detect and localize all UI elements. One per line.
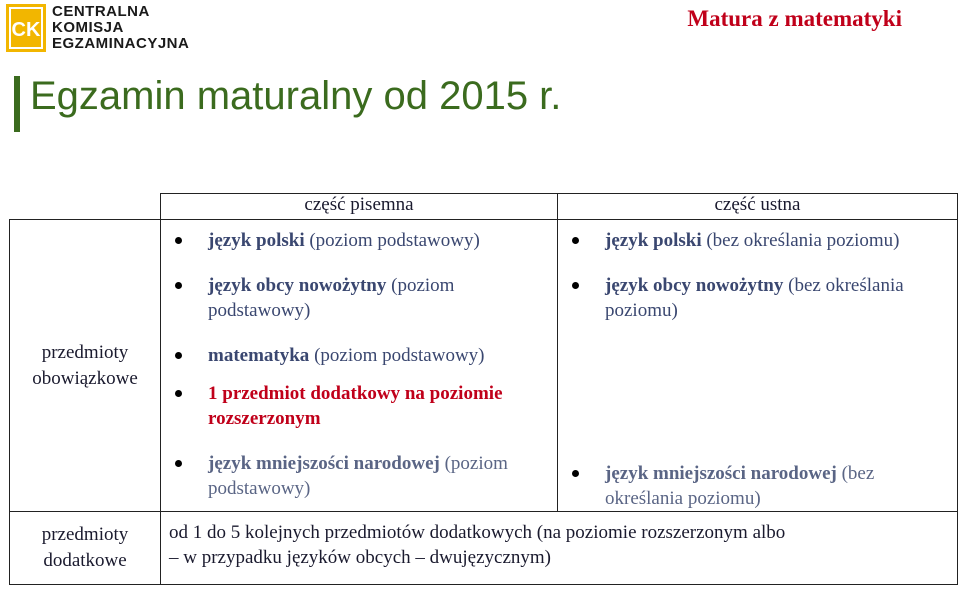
cke-logo-mark-icon bbox=[6, 4, 46, 52]
written-item-2-bold: matematyka bbox=[208, 345, 310, 366]
additional-cell bbox=[161, 512, 958, 585]
written-item-extended bbox=[161, 381, 557, 431]
logo-line-1: CENTRALNA bbox=[52, 3, 150, 20]
oral-item-minority bbox=[558, 461, 957, 511]
additional-text-1: od 1 do 5 kolejnych przedmiotów dodatkowych (na poziomie rozszerzonym albo bbox=[169, 522, 786, 543]
exam-structure-table bbox=[9, 193, 958, 585]
written-item-4-bold: język mniejszości narodowej bbox=[208, 453, 440, 474]
oral-cell bbox=[558, 220, 958, 512]
oral-item-polish bbox=[558, 228, 957, 253]
bullet-icon bbox=[572, 470, 579, 477]
page-title: Egzamin maturalny od 2015 r. bbox=[30, 74, 562, 118]
oral-item-2-rest: (bez określania poziomu) bbox=[605, 463, 875, 509]
mandatory-row bbox=[10, 220, 958, 512]
additional-text-2: – w przypadku języków obcych – dwujęzycznym) bbox=[169, 547, 551, 568]
oral-item-1-rest: (bez określania poziomu) bbox=[605, 275, 904, 321]
label-additional-line-1: przedmioty bbox=[41, 524, 129, 545]
written-item-1-rest: (poziom podstawowy) bbox=[208, 275, 455, 321]
head-oral: część ustna bbox=[558, 194, 958, 220]
bullet-icon bbox=[175, 237, 182, 244]
header-subject-title: Matura z matematyki bbox=[687, 6, 902, 31]
written-item-3-bold: 1 przedmiot dodatkowy na poziomie rozszerzonym bbox=[208, 383, 503, 429]
oral-item-0-rest: (bez określania poziomu) bbox=[701, 230, 900, 251]
logo-line-2: KOMISJA bbox=[52, 19, 124, 36]
table-header-row bbox=[10, 194, 958, 220]
oral-item-0-bold: język polski bbox=[605, 230, 702, 251]
written-item-0-bold: język polski bbox=[208, 230, 305, 251]
oral-item-1-bold: język obcy nowożytny bbox=[605, 275, 784, 296]
bullet-icon bbox=[572, 237, 579, 244]
written-item-math bbox=[161, 343, 557, 368]
bullet-icon bbox=[572, 282, 579, 289]
bullet-icon bbox=[175, 352, 182, 359]
written-item-2-rest: (poziom podstawowy) bbox=[309, 345, 485, 366]
written-item-minority bbox=[161, 451, 557, 501]
label-additional-line-2: dodatkowe bbox=[43, 550, 127, 571]
written-item-1-bold: język obcy nowożytny bbox=[208, 275, 387, 296]
title-accent-bar bbox=[14, 76, 20, 132]
blank-corner-cell bbox=[10, 194, 161, 220]
written-item-0-rest: (poziom podstawowy) bbox=[304, 230, 480, 251]
bullet-icon bbox=[175, 282, 182, 289]
logo-mark-text: CK bbox=[11, 19, 41, 41]
bullet-icon bbox=[175, 390, 182, 397]
written-item-polish bbox=[161, 228, 557, 253]
label-mandatory-line-2: obowiązkowe bbox=[32, 367, 138, 389]
logo-line-3: EGZAMINACYJNA bbox=[52, 35, 190, 52]
oral-item-2-bold: język mniejszości narodowej bbox=[605, 463, 837, 484]
cke-logo bbox=[6, 4, 216, 54]
head-written: część pisemna bbox=[161, 194, 558, 220]
written-cell bbox=[161, 220, 558, 512]
oral-item-foreign bbox=[558, 273, 957, 323]
additional-row bbox=[10, 512, 958, 585]
written-item-foreign bbox=[161, 273, 557, 323]
label-mandatory-line-1: przedmioty bbox=[41, 341, 129, 363]
written-item-4-rest: (poziom podstawowy) bbox=[208, 453, 508, 499]
logo-text bbox=[52, 4, 189, 52]
label-mandatory bbox=[10, 220, 161, 512]
label-additional bbox=[10, 512, 161, 585]
bullet-icon bbox=[175, 460, 182, 467]
